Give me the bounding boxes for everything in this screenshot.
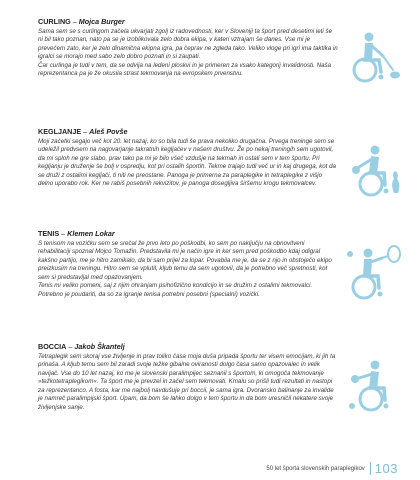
page-footer bbox=[266, 461, 398, 476]
paragraph: S tenisom na vozičku sem se srečal že prvo leto po poškodbi, ko sem po naključju na obnovitveni rehabilitaciji spoznal Mojco Tomažin. Predstavila mi je način igre in ker sem pred poškodbo kdaj odigral kakšno partijo, me je hitro zamikalo, da bi sam prijel za lopar. Povabila me je, da se z njo in obstoječo ekipo preizkusim na treningu. Hitro sem se vplutil, kljub temu da sem ugotovil, da je potrebno več spretnosti, kot sem si predstavljal med opazovanjem. bbox=[38, 240, 332, 281]
author-name: Klemen Lokar bbox=[67, 229, 115, 238]
footer-divider bbox=[370, 462, 371, 475]
author-name: Jakob Škantelj bbox=[74, 342, 125, 351]
section-body bbox=[38, 28, 338, 79]
heading-separator: – bbox=[66, 342, 75, 351]
sport-name: BOCCIA bbox=[38, 342, 67, 351]
heading-separator: – bbox=[81, 127, 90, 136]
page-number: 103 bbox=[374, 461, 398, 476]
section-boccia bbox=[38, 342, 338, 412]
section-tenis bbox=[38, 229, 338, 299]
section-heading bbox=[38, 17, 338, 26]
section-body bbox=[38, 353, 338, 412]
section-heading bbox=[38, 127, 338, 136]
paragraph: Tenis mi veliko pomeni, saj z njim ohranjam psihofizično kondicijo in se družim z ostalimi tekmovalci. Potrebno je poudariti, da so za igranje tenisa potrebni posebni (specialni) vozički. bbox=[38, 282, 313, 298]
section-kegljanje bbox=[38, 127, 338, 189]
paragraph: Moji začetki segajo več kot 20. let nazaj, ko so bila tudi še prava nekoliko drugačna. Prvega treninge sem se udeležil predvsem na nagovarjanje takratnih kegljačev v našem društvu. Že po nekaj treningih sem ugotovil, da mi sploh ne gre slabo, prav tako pa mi je bilo všeč vzdušje na tekmah in ostali sem v tem športu. Pri kegljanju je druženje še bolj v ospredju, kot pri ostalih športih. Tekme trajajo tudi več ur in kaj drugega, kot da se druži z ostalimi kegljači, ti niti ne preostane. Panoga je primerna za paraplegike in tetraplegike z višjo delno uporabo rok. Ker ne rabiš posebnih rekvizitov, je panoga dosegljiva širšemu krogu tekmovalcev. bbox=[38, 138, 336, 188]
paragraph: Čar curlinga je tudi v tem, da se odvija na ledeni ploskvi in je primeren za vsako kategorij invalidnosti. Naša reprezentanca pa je že okusila strast tekmovanja na evropskem prvenstvu. bbox=[38, 61, 332, 78]
section-heading bbox=[38, 342, 338, 351]
sport-name: KEGLJANJE bbox=[38, 127, 82, 136]
section-body bbox=[38, 138, 338, 189]
wheelchair-boccia-icon bbox=[345, 358, 400, 418]
heading-separator: – bbox=[59, 229, 68, 238]
author-name: Aleš Povše bbox=[89, 127, 128, 136]
sport-name: TENIS bbox=[38, 229, 60, 238]
wheelchair-curling-icon bbox=[345, 30, 400, 90]
sport-name: CURLING bbox=[38, 17, 71, 26]
section-heading bbox=[38, 229, 338, 238]
section-curling bbox=[38, 17, 338, 79]
wheelchair-bowling-icon bbox=[347, 143, 402, 203]
author-name: Mojca Burger bbox=[78, 17, 125, 26]
paragraph: Sama sem se s curlingom začela ukvarjati zgolj iz radovednosti, ker v Sloveniji ta šport pred desetimi leti še ni bil tako poznan, nato pa se je izoblikovala zelo dobra ekipa, v kateri vztrajam še danes. Vse mi je prevečem zato, ker je zelo dinamična ekipna igra, pa čeprav ne zgleda tako. Veliko vloge pri igri ima taktika in igralci se morajo med sabo zelo dobro poznati in si zaupati. bbox=[38, 28, 338, 61]
wheelchair-tennis-icon bbox=[342, 244, 402, 309]
paragraph: Tetraplegik sem skoraj vse življenje in prav toliko časa moja duša pripada športu ter visem emocijam, ki jih ta prinaša. A kljub temu sem bil zaradi svoje težke gibalne oviranosti dolgo časa samo opazovalec in velik navijač. Vse do 10 let nazaj, ko me je slovenski paralimpijec seznanil s športom, ki omogoča tekmovanje »težkotetraplegikom«. Ta šport me je prevzel in začel sem tekmovati. Kmalu so prišli tudi rezultati in nastopi za reprezentanco. A fosta, kar me najbolj navdušuje pri boccii, je sama igra. Dvoransko balinanje za invalide je namreč paralimpijski šport. Upam, da bom še lahko dolgo v tem športu in da bom uresničil nekatere svoje življenjske sanje. bbox=[38, 353, 336, 411]
footer-text: 50 let športa slovenskih paraplegikov bbox=[266, 465, 365, 472]
section-body bbox=[38, 240, 338, 299]
heading-separator: – bbox=[70, 17, 79, 26]
